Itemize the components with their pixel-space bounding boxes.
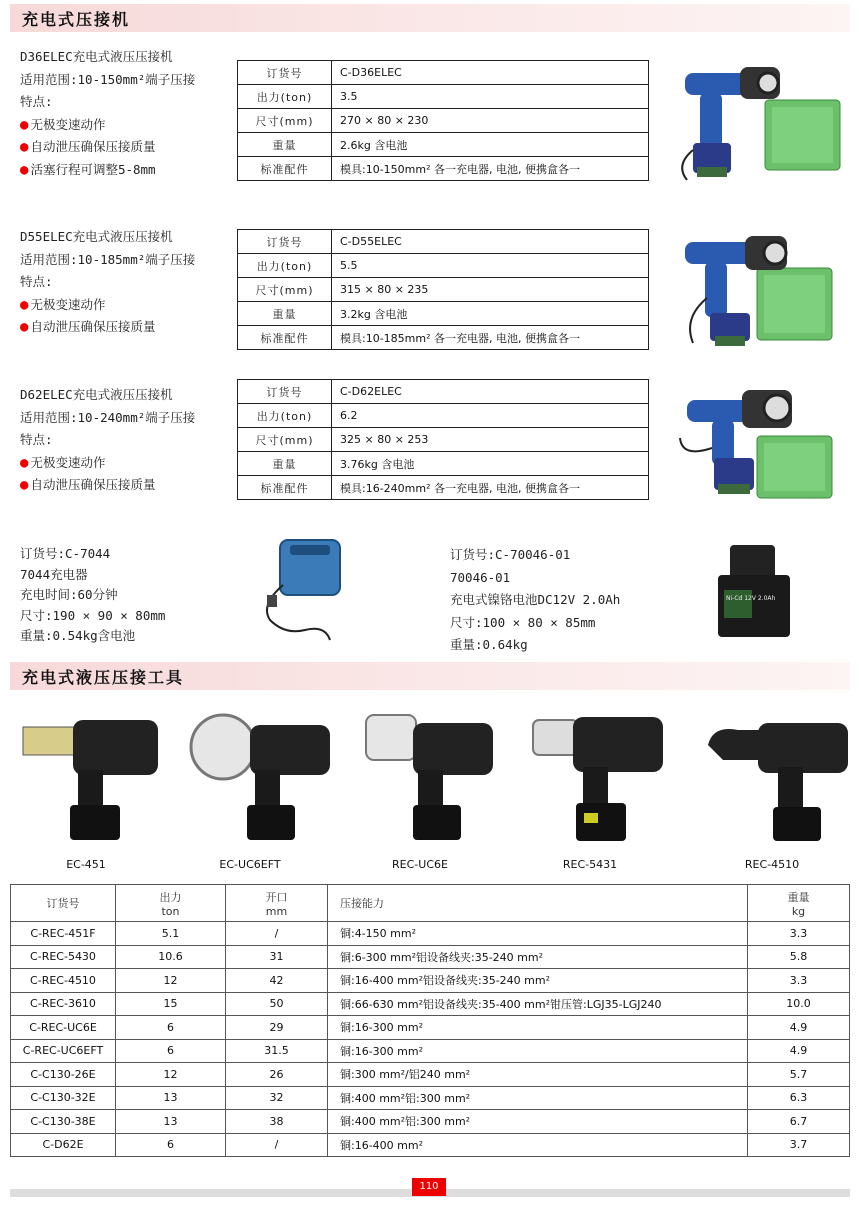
table-cell: / bbox=[226, 1133, 328, 1157]
tool-label: EC-UC6EFT bbox=[219, 858, 281, 871]
table-cell: 6 bbox=[116, 1039, 226, 1063]
col-header-order-no: 订货号 bbox=[11, 885, 116, 922]
spec-row: 尺寸(mm) 270 × 80 × 230 bbox=[238, 109, 649, 133]
table-row bbox=[11, 945, 850, 969]
spec-row: 标准配件 模具:10-185mm² 各一充电器, 电池, 便携盒各一 bbox=[238, 326, 649, 350]
tool-label: REC-4510 bbox=[744, 858, 800, 871]
tool-photo-ec-451 bbox=[18, 705, 163, 845]
table-cell: 铜:300 mm²/铝240 mm² bbox=[328, 1063, 748, 1087]
table-cell: 6.3 bbox=[748, 1086, 850, 1110]
table-row bbox=[11, 922, 850, 946]
table-cell: 4.9 bbox=[748, 1039, 850, 1063]
table-cell: / bbox=[226, 922, 328, 946]
table-cell: 31.5 bbox=[226, 1039, 328, 1063]
section-header-hydraulic-tools bbox=[10, 662, 850, 690]
spec-row: 标准配件 模具:16-240mm² 各一充电器, 电池, 便携盒各一 bbox=[238, 476, 649, 500]
desc-line: 特点: bbox=[20, 432, 53, 447]
spec-row: 出力(ton) 5.5 bbox=[238, 254, 649, 278]
charger-line: 7044充电器 bbox=[20, 566, 88, 582]
battery-description bbox=[450, 544, 620, 657]
table-cell: 铜:16-300 mm² bbox=[328, 1039, 748, 1063]
battery-line: 充电式镍铬电池DC12V 2.0Ah bbox=[450, 592, 621, 607]
table-row bbox=[11, 1063, 850, 1087]
table-cell: 4.9 bbox=[748, 1016, 850, 1040]
table-cell: 50 bbox=[226, 992, 328, 1016]
table-cell: C-C130-32E bbox=[11, 1086, 116, 1110]
table-cell: 15 bbox=[116, 992, 226, 1016]
table-cell: 13 bbox=[116, 1086, 226, 1110]
tool-photo-rec-uc6e bbox=[358, 705, 498, 845]
desc-line: 特点: bbox=[20, 94, 53, 109]
bullet-icon: ● bbox=[20, 319, 29, 335]
spec-row: 订货号 C-D55ELEC bbox=[238, 230, 649, 254]
desc-line: 适用范围:10-240mm²端子压接 bbox=[20, 409, 196, 425]
bullet-icon: ● bbox=[20, 161, 29, 178]
machine-2-spec-table bbox=[237, 229, 649, 350]
spec-row: 订货号 C-D36ELEC bbox=[238, 61, 649, 85]
table-cell: 5.1 bbox=[116, 922, 226, 946]
machine-2-description bbox=[20, 226, 195, 339]
table-header-row bbox=[11, 885, 850, 922]
col-header-capacity: 压接能力 bbox=[328, 885, 748, 922]
feature-item: ● 自动泄压确保压接质量 bbox=[20, 477, 156, 493]
table-row bbox=[11, 1086, 850, 1110]
spec-row: 出力(ton) 3.5 bbox=[238, 85, 649, 109]
bullet-icon: ● bbox=[20, 454, 29, 471]
battery-line: 尺寸:100 × 80 × 85mm bbox=[450, 614, 596, 630]
battery-line: 订货号:C-70046-01 bbox=[450, 547, 571, 562]
machine-1-photo bbox=[675, 55, 845, 185]
spec-row: 订货号 C-D62ELEC bbox=[238, 380, 649, 404]
table-cell: 3.3 bbox=[748, 969, 850, 993]
charger-line: 重量:0.54kg含电池 bbox=[20, 628, 136, 643]
table-cell: 31 bbox=[226, 945, 328, 969]
battery-label: Ni-Cd 12V 2.0Ah bbox=[726, 595, 776, 602]
tool-photo-rec-4510 bbox=[703, 705, 853, 845]
machine-3-description bbox=[20, 384, 195, 497]
table-cell: 铜:400 mm²铝:300 mm² bbox=[328, 1086, 748, 1110]
machine-2-photo bbox=[675, 228, 835, 353]
table-cell: 29 bbox=[226, 1016, 328, 1040]
table-cell: 铜:16-300 mm² bbox=[328, 1016, 748, 1040]
feature-item: ● 自动泄压确保压接质量 bbox=[20, 139, 156, 155]
table-cell: 铜:16-400 mm² bbox=[328, 1133, 748, 1157]
bullet-icon: ● bbox=[20, 139, 29, 155]
machine-1-description bbox=[20, 46, 195, 181]
table-cell: 5.8 bbox=[748, 945, 850, 969]
table-cell: C-C130-38E bbox=[11, 1110, 116, 1134]
charger-description bbox=[20, 544, 165, 647]
charger-line: 订货号:C-7044 bbox=[20, 546, 111, 561]
section-title: 充电式液压压接工具 bbox=[22, 668, 185, 687]
feature-item: ● 自动泄压确保压接质量 bbox=[20, 319, 156, 335]
table-cell: 12 bbox=[116, 1063, 226, 1087]
spec-row: 重量 3.76kg 含电池 bbox=[238, 452, 649, 476]
table-cell: C-REC-451F bbox=[11, 922, 116, 946]
desc-line: 适用范围:10-150mm²端子压接 bbox=[20, 71, 196, 87]
table-cell: 32 bbox=[226, 1086, 328, 1110]
feature-item: ● 无极变速动作 bbox=[20, 296, 106, 313]
table-cell: 10.6 bbox=[116, 945, 226, 969]
col-header-weight: 重量 kg bbox=[748, 885, 850, 922]
table-cell: 10.0 bbox=[748, 992, 850, 1016]
bullet-icon: ● bbox=[20, 477, 29, 493]
table-cell: 5.7 bbox=[748, 1063, 850, 1087]
desc-line: D55ELEC充电式液压压接机 bbox=[20, 229, 173, 244]
table-cell: 6 bbox=[116, 1016, 226, 1040]
table-cell: C-REC-3610 bbox=[11, 992, 116, 1016]
machine-3-photo bbox=[672, 378, 837, 503]
page-number: 110 bbox=[412, 1178, 446, 1196]
table-cell: 铜:400 mm²铝:300 mm² bbox=[328, 1110, 748, 1134]
table-cell: 3.3 bbox=[748, 922, 850, 946]
machine-1-spec-table bbox=[237, 60, 649, 181]
spec-row: 重量 3.2kg 含电池 bbox=[238, 302, 649, 326]
tool-label: EC-451 bbox=[66, 858, 106, 871]
table-cell: 42 bbox=[226, 969, 328, 993]
spec-row: 出力(ton) 6.2 bbox=[238, 404, 649, 428]
tool-label: REC-5431 bbox=[562, 858, 618, 871]
bullet-icon: ● bbox=[20, 296, 29, 313]
desc-line: 特点: bbox=[20, 274, 53, 289]
table-cell: 铜:16-400 mm²铝设备线夹:35-240 mm² bbox=[328, 969, 748, 993]
table-cell: 26 bbox=[226, 1063, 328, 1087]
desc-line: 适用范围:10-185mm²端子压接 bbox=[20, 251, 196, 267]
table-cell: C-REC-5430 bbox=[11, 945, 116, 969]
col-header-opening: 开口 mm bbox=[226, 885, 328, 922]
spec-row: 尺寸(mm) 325 × 80 × 253 bbox=[238, 428, 649, 452]
machine-3-spec-table bbox=[237, 379, 649, 500]
charger-line: 尺寸:190 × 90 × 80mm bbox=[20, 607, 166, 623]
table-row bbox=[11, 1133, 850, 1157]
spec-row: 标准配件 模具:10-150mm² 各一充电器, 电池, 便携盒各一 bbox=[238, 157, 649, 181]
feature-item: ● 活塞行程可调整5-8mm bbox=[20, 161, 156, 178]
feature-item: ● 无极变速动作 bbox=[20, 454, 106, 471]
spec-row: 尺寸(mm) 315 × 80 × 235 bbox=[238, 278, 649, 302]
spec-row: 重量 2.6kg 含电池 bbox=[238, 133, 649, 157]
table-row bbox=[11, 1039, 850, 1063]
table-row bbox=[11, 1110, 850, 1134]
table-cell: C-REC-UC6EFT bbox=[11, 1039, 116, 1063]
table-row bbox=[11, 969, 850, 993]
table-cell: 6.7 bbox=[748, 1110, 850, 1134]
feature-item: ● 无极变速动作 bbox=[20, 116, 106, 133]
battery-line: 70046-01 bbox=[450, 569, 511, 585]
table-cell: 铜:6-300 mm²铝设备线夹:35-240 mm² bbox=[328, 945, 748, 969]
battery-line: 重量:0.64kg bbox=[450, 637, 528, 652]
tool-photo-ec-uc6eft bbox=[185, 705, 335, 845]
table-cell: C-REC-4510 bbox=[11, 969, 116, 993]
table-cell: 13 bbox=[116, 1110, 226, 1134]
table-cell: 38 bbox=[226, 1110, 328, 1134]
table-row bbox=[11, 992, 850, 1016]
desc-line: D62ELEC充电式液压压接机 bbox=[20, 387, 173, 402]
table-cell: 6 bbox=[116, 1133, 226, 1157]
table-cell: 铜:66-630 mm²铝设备线夹:35-400 mm²钳压管:LGJ35-LGJ240 bbox=[328, 992, 748, 1016]
table-cell: 铜:4-150 mm² bbox=[328, 922, 748, 946]
battery-photo bbox=[710, 540, 800, 645]
table-cell: C-REC-UC6E bbox=[11, 1016, 116, 1040]
desc-line: D36ELEC充电式液压压接机 bbox=[20, 49, 173, 64]
table-cell: C-C130-26E bbox=[11, 1063, 116, 1087]
table-cell: C-D62E bbox=[11, 1133, 116, 1157]
tool-label: REC-UC6E bbox=[392, 858, 448, 871]
table-cell: 3.7 bbox=[748, 1133, 850, 1157]
tool-photo-rec-5431 bbox=[528, 705, 668, 845]
table-row bbox=[11, 1016, 850, 1040]
table-cell: 12 bbox=[116, 969, 226, 993]
charger-line: 充电时间:60分钟 bbox=[20, 587, 118, 602]
tool-spec-table bbox=[10, 884, 850, 1157]
section-title: 充电式压接机 bbox=[22, 10, 131, 29]
charger-photo bbox=[255, 535, 355, 650]
section-header-charger-crimper bbox=[10, 4, 850, 32]
col-header-force: 出力 ton bbox=[116, 885, 226, 922]
bullet-icon: ● bbox=[20, 116, 29, 133]
